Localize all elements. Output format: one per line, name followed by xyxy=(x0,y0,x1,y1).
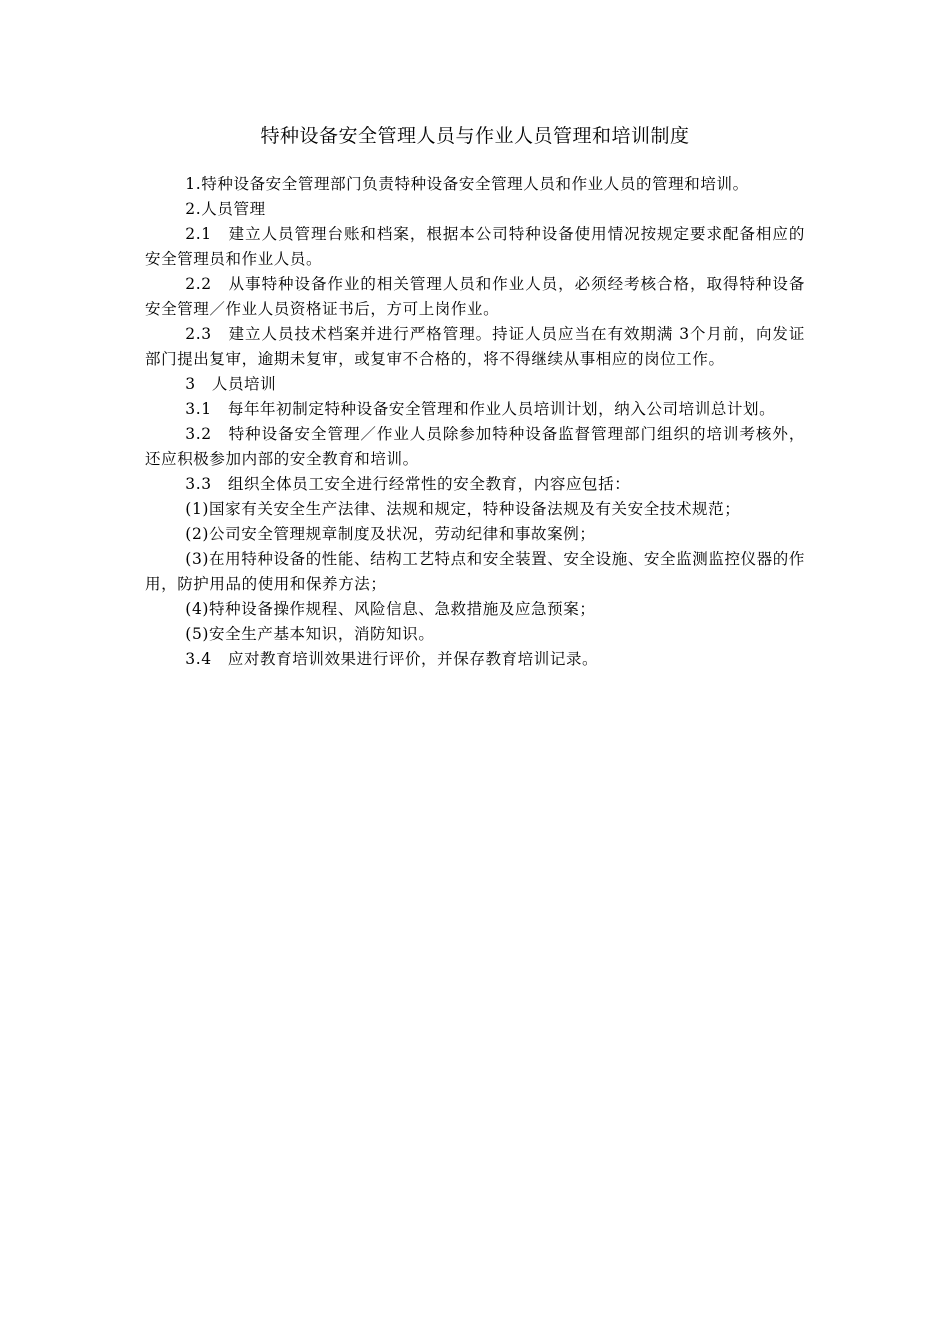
paragraph-3-1: 3.1 每年年初制定特种设备安全管理和作业人员培训计划，纳入公司培训总计划。 xyxy=(185,400,776,418)
list-item-3: (3)在用特种设备的性能、结构工艺特点和安全装置、安全设施、安全监测监控仪器的作用，防护用品的使用和保养方法； xyxy=(145,550,805,593)
paragraph-2-heading: 2.人员管理 xyxy=(185,200,266,218)
list-item-2: (2)公司安全管理规章制度及状况，劳动纪律和事故案例； xyxy=(185,525,596,543)
list-item-5: (5)安全生产基本知识，消防知识。 xyxy=(185,625,435,643)
paragraph-3-3: 3.3 组织全体员工安全进行经常性的安全教育，内容应包括： xyxy=(185,475,631,493)
list-item-1: (1)国家有关安全生产法律、法规和规定，特种设备法规及有关安全技术规范； xyxy=(185,500,741,518)
paragraph-2-3: 2.3 建立人员技术档案并进行严格管理。持证人员应当在有效期满 3个月前，向发证部门提出复审，逾期未复审，或复审不合格的，将不得继续从事相应的岗位工作。 xyxy=(145,325,805,368)
document-title: 特种设备安全管理人员与作业人员管理和培训制度 xyxy=(260,125,690,147)
paragraph-1: 1.特种设备安全管理部门负责特种设备安全管理人员和作业人员的管理和培训。 xyxy=(185,175,749,193)
paragraph-3-2: 3.2 特种设备安全管理／作业人员除参加特种设备监督管理部门组织的培训考核外，还应积极参加内部的安全教育和培训。 xyxy=(145,425,805,468)
paragraph-2-1: 2.1 建立人员管理台账和档案，根据本公司特种设备使用情况按规定要求配备相应的安全管理员和作业人员。 xyxy=(145,225,805,268)
paragraph-3-4: 3.4 应对教育培训效果进行评价，并保存教育培训记录。 xyxy=(185,650,599,668)
paragraph-2-2: 2.2 从事特种设备作业的相关管理人员和作业人员，必须经考核合格，取得特种设备安全管理／作业人员资格证书后，方可上岗作业。 xyxy=(145,275,805,318)
paragraph-3-heading: 3 人员培训 xyxy=(185,375,277,393)
document-body xyxy=(145,172,805,672)
list-item-4: (4)特种设备操作规程、风险信息、急救措施及应急预案； xyxy=(185,600,596,618)
